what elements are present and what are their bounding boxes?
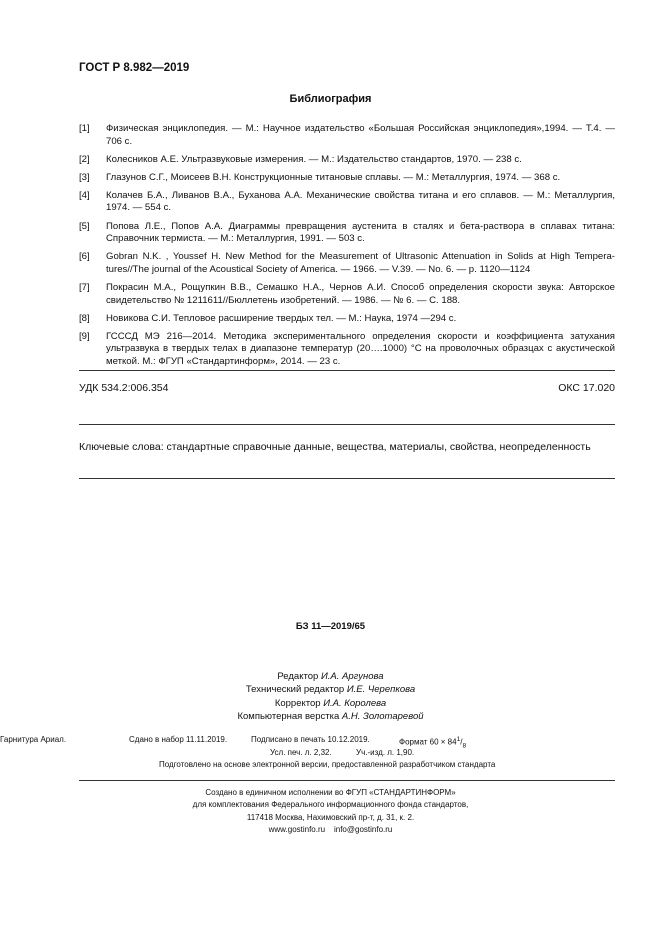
print-sheets: Усл. печ. л. 2,32. bbox=[270, 747, 332, 757]
credit-editor bbox=[0, 670, 661, 683]
website-link[interactable]: www.gostinfo.ru bbox=[268, 825, 326, 835]
bibliography-item bbox=[79, 123, 615, 148]
bz-number: БЗ 11—2019/65 bbox=[295, 621, 366, 632]
divider-bottom bbox=[79, 478, 615, 479]
bibliography-text: Покрасин М.А., Рощупкин В.В., Семашко Н.А., Чернов А.И. Способ определения скорости звука: Авторское свидетельство № 1211611//Бюллетень изобретений. — 1986. — № 6. — С. 188. bbox=[106, 281, 615, 306]
divider-publisher bbox=[79, 780, 615, 781]
bibliography-text: Gobran N.K. , Youssef H. New Method for the Measurement of Ultrasonic Attenuation in Solids at High Tempera-tures//The journal of the Acoustical Society of America. — 1966. — V.39. — No. 6. — p. 1120—1124 bbox=[106, 251, 615, 275]
bibliography-text: Новикова С.И. Тепловое расширение твердых тел. — М.: Наука, 1974 —294 с. bbox=[106, 312, 457, 324]
keywords: Ключевые слова: стандартные справочные данные, вещества, материалы, свойства, неопределенность bbox=[79, 441, 591, 453]
bibliography-number: [5] bbox=[79, 220, 90, 232]
credit-label: Редактор bbox=[277, 671, 319, 682]
credit-tech-editor bbox=[0, 683, 661, 696]
email-link[interactable]: info@gostinfo.ru bbox=[333, 825, 393, 835]
bibliography-item bbox=[79, 190, 615, 215]
credit-label: Компьютерная верстка bbox=[237, 711, 340, 723]
bibliography-item bbox=[79, 172, 615, 185]
signed-date: Подписано в печать 10.12.2019. bbox=[251, 735, 370, 744]
typeface: Гарнитура Ариал. bbox=[0, 735, 67, 744]
bibliography-item bbox=[79, 154, 615, 167]
publisher-line: для комплектования Федерального информационного фонда стандартов, bbox=[192, 800, 469, 810]
standard-id: ГОСТ Р 8.982—2019 bbox=[79, 62, 190, 74]
bibliography-number: [7] bbox=[79, 281, 90, 293]
credit-label: Технический редактор bbox=[245, 684, 345, 696]
credit-label: Корректор bbox=[274, 697, 321, 709]
publication-sheets: Уч.-изд. л. 1,90. bbox=[356, 747, 415, 757]
udk-code: УДК 534.2:006.354 bbox=[79, 382, 169, 394]
bibliography-item bbox=[79, 221, 615, 246]
credit-layout bbox=[0, 710, 661, 723]
publisher-address: 117418 Москва, Нахимовский пр-т, д. 31, к. 2. bbox=[246, 812, 415, 822]
bibliography-text: Попова Л.Е., Попов А.А. Диаграммы превращения аустенита в сталях и бета-раствора в сплавах титана: Справочник термиста. — М.: Металлургия, 1991. — 503 с. bbox=[106, 220, 615, 245]
bibliography-number: [8] bbox=[79, 312, 90, 324]
submitted-date: Сдано в набор 11.11.2019. bbox=[129, 735, 228, 744]
credit-name: И.Е. Черепкова bbox=[346, 684, 416, 696]
publisher-line: Создано в единичном исполнении во ФГУП «СТАНДАРТИНФОРМ» bbox=[205, 788, 456, 797]
paper-format: Формат $60 \times 84^1/_8$ bbox=[399, 736, 467, 750]
prepared-note: Подготовлено на основе электронной версии, предоставленной разработчиком стандарта bbox=[159, 760, 496, 769]
bibliography-number: [6] bbox=[79, 251, 90, 263]
credit-name: И.А. Аргунова bbox=[320, 671, 384, 682]
bibliography-item bbox=[79, 313, 615, 326]
credit-name: И.А. Королева bbox=[323, 697, 387, 709]
bibliography-item bbox=[79, 331, 615, 369]
divider-middle bbox=[79, 424, 615, 425]
credit-proofreader bbox=[0, 697, 661, 710]
publisher-block bbox=[0, 787, 661, 837]
bibliography-list bbox=[79, 123, 615, 374]
bibliography-number: [3] bbox=[79, 171, 90, 183]
bibliography-text: Колесников А.Е. Ультразвуковые измерения. — М.: Издательство стандартов, 1970. — 238 с. bbox=[106, 153, 522, 165]
credit-name: А.Н. Золотаревой bbox=[341, 711, 424, 723]
bibliography-number: [2] bbox=[79, 153, 90, 165]
bibliography-text: Физическая энциклопедия. — М.: Научное издательство «Большая Российская энциклопедия»,1994. — Т.4. — 706 с. bbox=[106, 123, 615, 147]
bibliography-text: Колачев Б.А., Ливанов В.А., Буханова А.А. Механические свойства титана и его сплавов. — М.: Металлургия, 1974. — 554 с. bbox=[106, 189, 615, 214]
bibliography-number: [4] bbox=[79, 189, 90, 201]
bibliography-title: Библиография bbox=[289, 93, 372, 105]
bibliography-item bbox=[79, 282, 615, 307]
divider-top bbox=[79, 370, 615, 371]
oks-code: ОКС 17.020 bbox=[558, 382, 615, 394]
bibliography-number: [9] bbox=[79, 330, 90, 342]
bibliography-number: [1] bbox=[79, 123, 90, 134]
bibliography-text: Глазунов С.Г., Моисеев В.Н. Конструкционные титановые сплавы. — М.: Металлургия, 1974. — 368 с. bbox=[106, 171, 561, 183]
publisher-contacts bbox=[0, 824, 661, 836]
bibliography-item bbox=[79, 251, 615, 276]
bibliography-text: ГСССД МЭ 216—2014. Методика экспериментального определения скорости и коэффициента затухания ультразвука в твердых телах в диапазоне температур (20….1000) °С на проволочных образцах с акустической меткой. М.: ФГУП «Стандартинформ», 2014. — 23 с. bbox=[106, 330, 615, 367]
credits-block bbox=[0, 670, 661, 724]
